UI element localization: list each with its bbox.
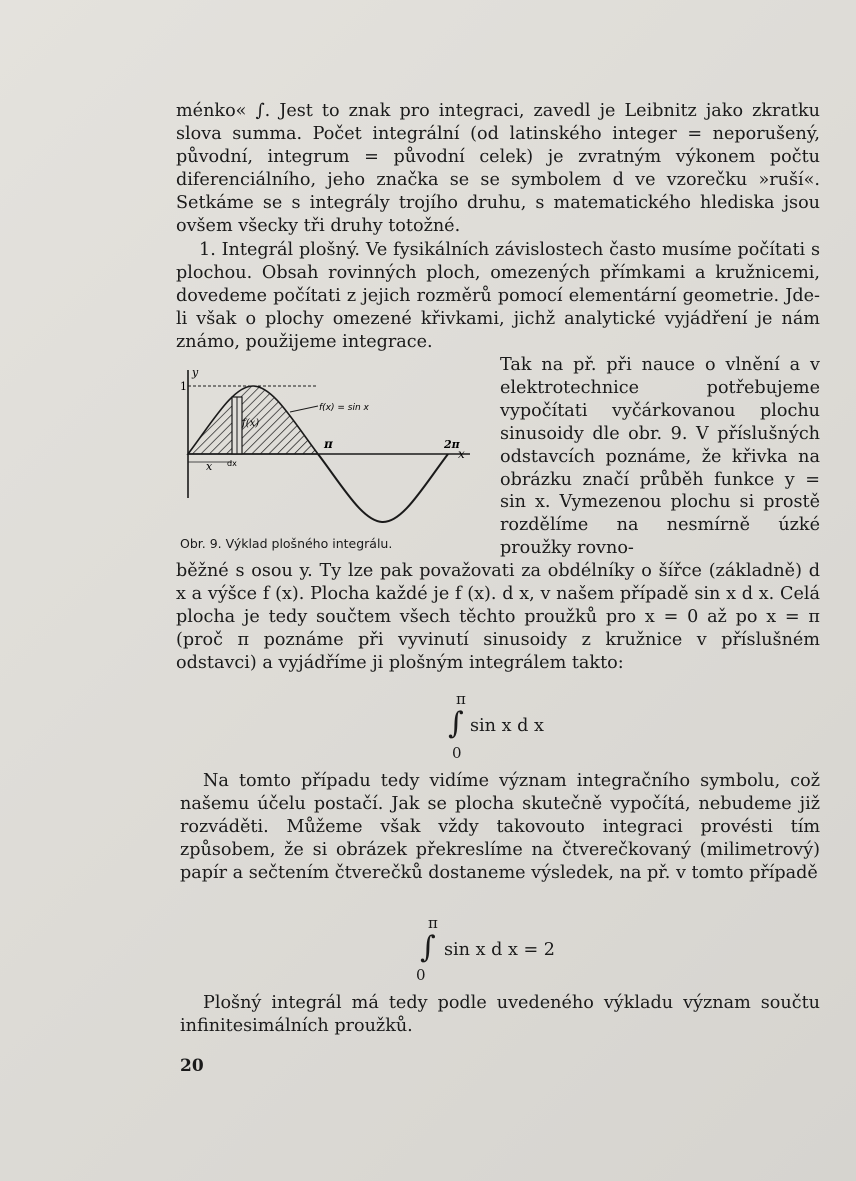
- paragraph-plosny-integral: [176, 239, 820, 354]
- page-number: 20: [180, 1056, 204, 1076]
- formula2-upper-limit: π: [428, 914, 438, 932]
- label-fx-curve: f(x) = sin x: [319, 403, 369, 413]
- paragraph-continuation: [176, 560, 820, 675]
- paragraph-area: [180, 770, 820, 885]
- formula1-upper-limit: π: [456, 690, 466, 708]
- paragraph-intro: [176, 100, 820, 237]
- label-dx: dx: [227, 459, 237, 468]
- sine-negative-half: [318, 454, 448, 522]
- formula1-body: sin x d x: [470, 716, 544, 736]
- continuation-text: běžné s osou y. Ty lze pak považovati za obdélníky o šířce (základně) d x a výšce f (x). Plocha každé je f (x). d x, v našem případě sin x d x. Celá plocha je tedy součtem všech těchto proužků pro x = 0 až po x = π (proč π poznáme při vyvinutí sinusoidy z kružnice v příslušném odstavci) a vyjádříme ji plošným integrálem takto:: [176, 561, 820, 673]
- formula-integral-2: [410, 914, 610, 986]
- paragraph-wrap-figure: [500, 354, 820, 560]
- label-x-axis: x: [458, 447, 465, 461]
- integral-sign-icon: ∫: [448, 706, 464, 741]
- label-y: y: [192, 366, 199, 379]
- intro-text: ménko« ∫. Jest to znak pro integraci, zavedl je Leibnitz jako zkratku slova summa. Počet integrální (od latinského integer = neporušený, původní, integrum = původní celek) je zvratným výkonem počtu diferenciálního, jeho značka se se symbolem d ve vzorečku »ruší«. Setkáme se s integrály trojího druhu, s matematického hlediska jsou ovšem všecky tři druhy totožné.: [176, 101, 820, 236]
- area-text: Na tomto případu tedy vidíme význam integračního symbolu, což našemu účelu postačí. Jak se plocha skutečně vypočítá, nebudeme již rozváděti. Můžeme však vždy takovouto integraci provésti tím způsobem, že si obrázek překreslíme na čtverečkovaný (milimetrový) papír a sečtením čtverečků dostaneme výsledek, na př. v tomto případě: [180, 771, 820, 883]
- summary-text: Plošný integrál má tedy podle uvedeného výkladu význam součtu infinitesimálních proužků.: [180, 993, 820, 1036]
- curve-label-pointer: [290, 406, 318, 412]
- label-x-left: x: [206, 460, 213, 473]
- label-2pi: 2π: [444, 438, 460, 451]
- label-one: 1: [180, 380, 187, 393]
- integral-sign-icon: ∫: [420, 930, 436, 965]
- wrap-text: Tak na př. při nauce o vlnění a v elektrotechnice potřebujeme vypočítati vyčárkovanou plochu sinusoidy dle obr. 9. V příslušných odstavcích poznáme, že křivka na obrázku značí průběh funkce y = sin x. Vymezenou plochu si prostě rozdělíme na nesmírně úzké proužky rovno-: [500, 355, 820, 559]
- figure-caption: Obr. 9. Výklad plošného integrálu.: [180, 536, 393, 551]
- plosny-text: 1. Integrál plošný. Ve fysikálních závislostech často musíme počítati s plochou. Obsah rovinných ploch, omezených přímkami a kružnicemi, dovedeme počítati z jejich rozměrů pomocí elementární geometrie. Jde-li však o plochy omezené křivkami, jichž analytické vyjádření je nám známo, použijeme integrace.: [176, 240, 820, 352]
- formula-integral-1: [440, 690, 600, 762]
- paragraph-summary: [180, 992, 820, 1038]
- sinusoid-diagram: [178, 366, 478, 536]
- label-pi: π: [324, 437, 333, 451]
- sinusoid-figure: [178, 366, 478, 536]
- formula2-body: sin x d x = 2: [444, 940, 555, 960]
- formula1-lower-limit: 0: [452, 744, 462, 762]
- formula2-lower-limit: 0: [416, 966, 426, 984]
- label-fx-strip: f(x): [242, 418, 260, 429]
